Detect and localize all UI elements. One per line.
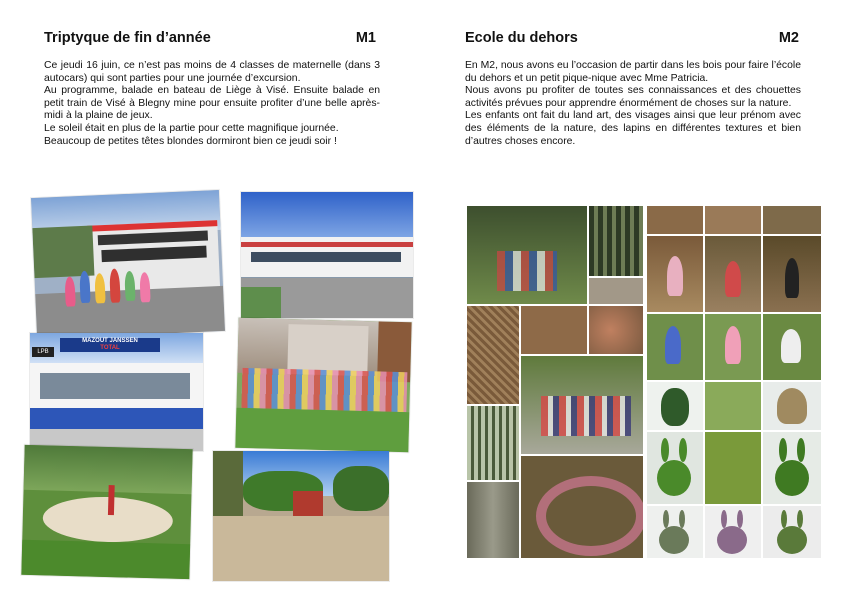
collage-tile-tall-trees — [467, 406, 519, 480]
left-class-code: M1 — [355, 30, 376, 46]
right-paragraph: Les enfants ont fait du land art, des visages ainsi que leur prénom avec des éléments de la nature, des lapins en différentes textures et bien d’autres choses encore. — [465, 110, 801, 147]
collage-tile-forest-trees — [589, 206, 643, 276]
collage-tile-leaf — [763, 382, 821, 430]
left-paragraph: Beaucoup de petites têtes blondes dormiront bien ce jeudi soir ! — [44, 135, 337, 147]
right-page — [420, 0, 841, 595]
right-paragraph: En M2, nous avons eu l’occasion de partir dans les bois pour faire l’école du dehors et un petit pique-nique avec Mme Patricia. — [465, 60, 801, 84]
collage-tile-kids-walk — [521, 356, 643, 454]
collage-tile-ground-name — [521, 306, 587, 354]
left-paragraph: Le soleil était en plus de la partie pour cette magnifique journée. — [44, 122, 339, 134]
collage-tile-trunk — [467, 482, 519, 558]
bus-plate: LPB — [32, 347, 54, 357]
left-page — [0, 0, 420, 595]
right-paragraph: Nous avons pu profiter de toutes ses connaissances et des chouettes activités prévues pour apprendre énormément de choses sur la nature. — [465, 85, 801, 109]
collage-tile-bunny-5 — [705, 506, 761, 558]
collage-tile-soil-1 — [647, 206, 703, 234]
photo-little-train — [30, 333, 203, 451]
right-title: Ecole du dehors — [465, 30, 578, 46]
photo-collage-outdoor-school — [467, 206, 821, 558]
collage-tile-child-2 — [705, 236, 761, 312]
collage-tile-bunny-6 — [763, 506, 821, 558]
left-title: Triptyque de fin d’année — [44, 30, 211, 46]
collage-tile-child-6 — [763, 314, 821, 380]
photo-playground-run — [213, 451, 389, 581]
collage-tile-soil-2 — [705, 206, 761, 234]
photo-boat-dock — [31, 190, 225, 339]
collage-tile-child-4 — [647, 314, 703, 380]
photo-playground-sand — [21, 445, 192, 579]
collage-tile-moss — [705, 432, 761, 504]
collage-tile-stones — [589, 278, 643, 304]
collage-tile-child-1 — [647, 236, 703, 312]
bus-sign: MAZOUT JANSSEN — [82, 338, 138, 344]
collage-tile-soil-3 — [763, 206, 821, 234]
collage-tile-picnic-circle — [521, 456, 643, 558]
photo-kids-lawn — [235, 318, 411, 452]
bus-sign-sub: TOTAL — [100, 345, 120, 351]
collage-tile-twigs-letters — [467, 306, 519, 404]
collage-tile-child-3 — [763, 236, 821, 312]
right-header — [465, 30, 799, 46]
photo-boat-quay — [241, 192, 413, 318]
left-body-text — [44, 60, 380, 148]
collage-tile-child-5 — [705, 314, 761, 380]
left-paragraph: Au programme, balade en bateau de Liège à Visé. Ensuite balade en petit train de Visé à Blegny mine pour ensuite profiter d’une belle après-midi à la plaine de jeux. — [44, 85, 380, 122]
collage-tile-leaves — [589, 306, 643, 354]
collage-tile-bunny-3 — [763, 432, 821, 504]
collage-tile-grass — [705, 382, 761, 430]
collage-tile-bunny-1 — [647, 382, 703, 430]
collage-tile-bunny-4 — [647, 506, 703, 558]
collage-tile-forest-group — [467, 206, 587, 304]
right-class-code: M2 — [778, 30, 799, 46]
collage-tile-bunny-2 — [647, 432, 703, 504]
right-body-text — [465, 60, 801, 148]
left-paragraph: Ce jeudi 16 juin, ce n’est pas moins de 4 classes de maternelle (dans 3 autocars) qui sont parties pour une journée d’excursion. — [44, 60, 380, 84]
left-header — [44, 30, 376, 46]
